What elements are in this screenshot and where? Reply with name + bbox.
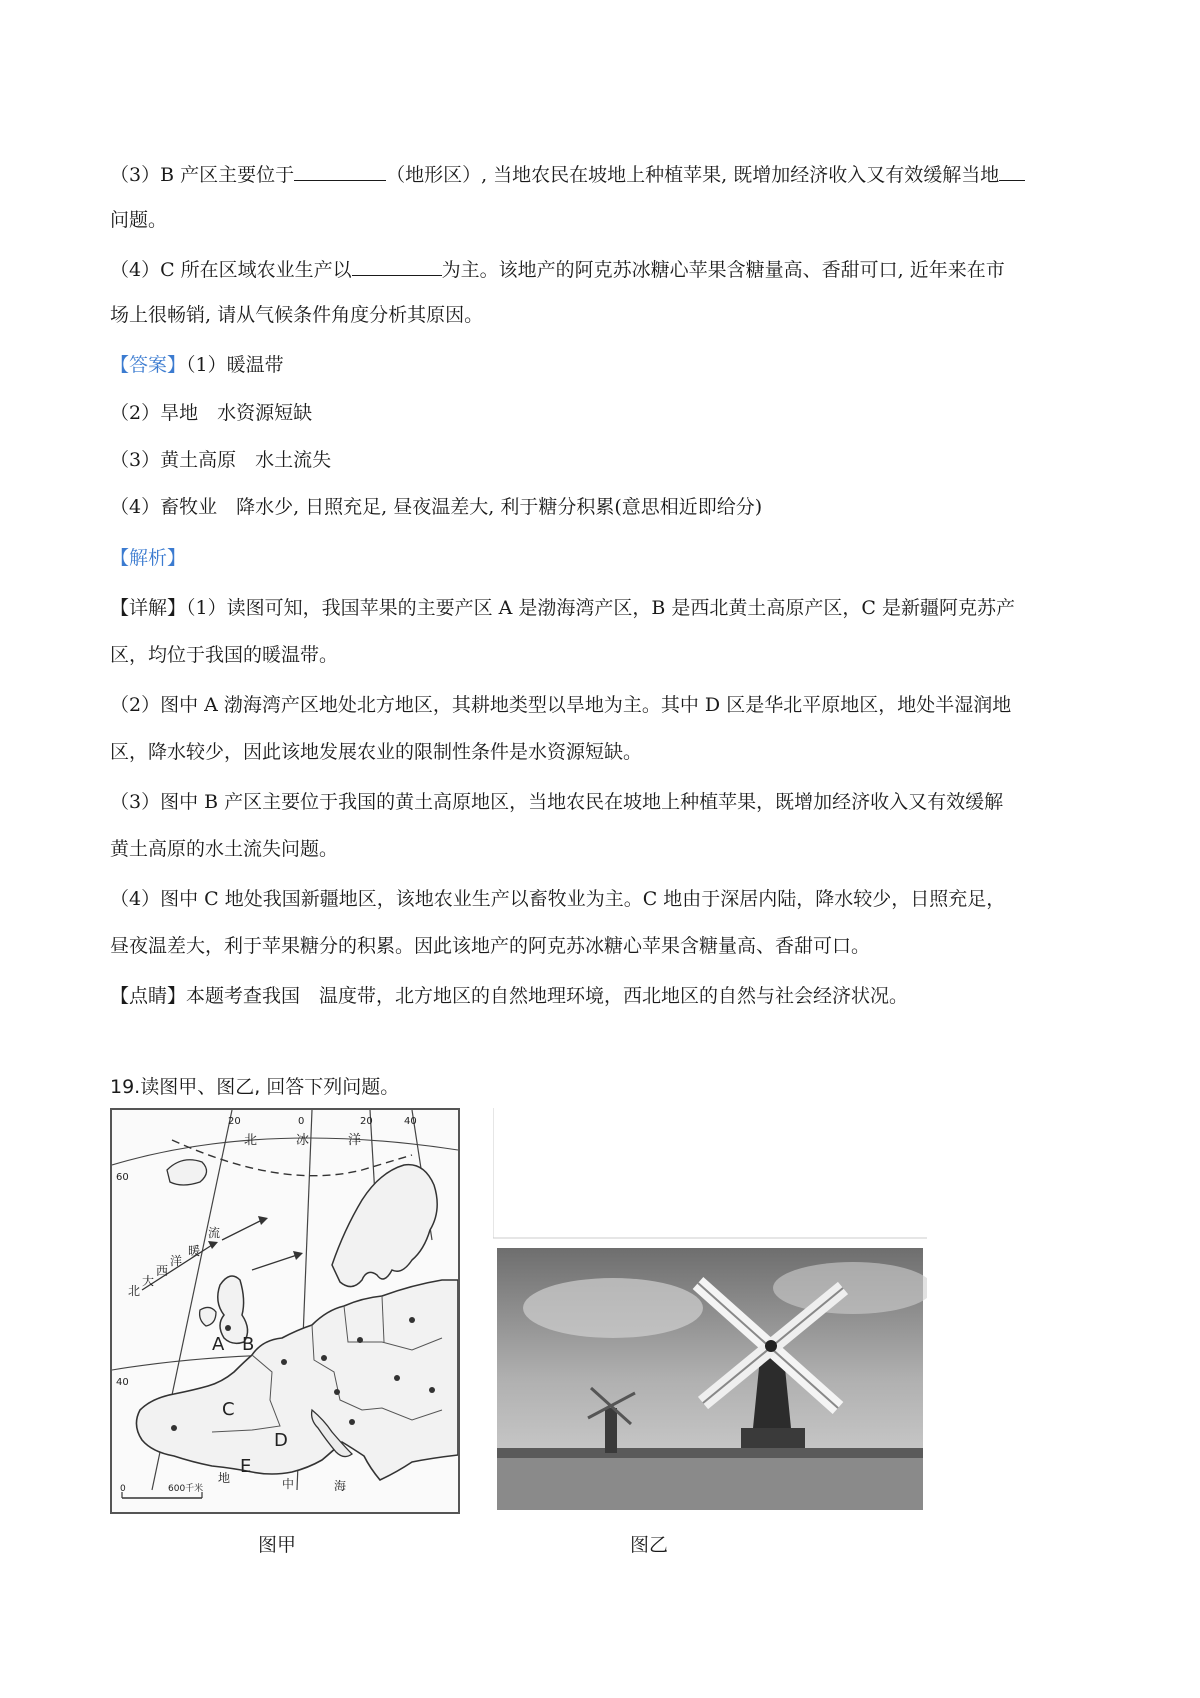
- q3-blank-problem: [999, 162, 1025, 181]
- question-4-line1: [110, 255, 1005, 282]
- point-label-e: E: [240, 1456, 252, 1477]
- q4-middle: 为主。该地产的阿克苏冰糖心苹果含糖量高、香甜可口, 近年来在市: [441, 259, 1005, 281]
- point-label-a: A: [212, 1334, 225, 1355]
- detail-4b: 昼夜温差大，利于苹果糖分的积累。因此该地产的阿克苏冰糖心苹果含糖量高、香甜可口。: [110, 935, 871, 957]
- lon-label-20e: 20: [360, 1116, 373, 1127]
- current-char-2: 大: [142, 1274, 155, 1288]
- tip: 【点睛】本题考查我国 温度带，北方地区的自然地理环境，西北地区的自然与社会经济状况。: [110, 985, 909, 1007]
- detail-1a: 【详解】（1）读图可知，我国苹果的主要产区 A 是渤海湾产区，B 是西北黄土高原产区，C 是新疆阿克苏产: [110, 597, 1015, 619]
- detail-2b: 区，降水较少，因此该地发展农业的限制性条件是水资源短缺。: [110, 741, 643, 763]
- scale-600km: 600千米: [168, 1484, 204, 1494]
- sea-char-3: 海: [334, 1479, 347, 1493]
- point-label-c: C: [222, 1399, 235, 1420]
- analysis-tag: 【解析】: [110, 547, 187, 569]
- answer-2: （2）旱地 水资源短缺: [110, 402, 313, 424]
- q3-blank-landform: [294, 162, 386, 181]
- q4-prefix: （4）C 所在区域农业生产以: [110, 259, 352, 281]
- point-label-b: B: [242, 1334, 255, 1355]
- detail-1b: 区，均位于我国的暖温带。: [110, 644, 339, 666]
- current-char-3: 西: [156, 1264, 169, 1278]
- lat-label-60: 60: [116, 1172, 129, 1183]
- answer-line1: [110, 350, 284, 377]
- scale-zero: 0: [120, 1484, 126, 1494]
- caption-figure-b: 图乙: [630, 1534, 669, 1556]
- lon-label-40e: 40: [404, 1116, 417, 1127]
- caption-figure-a: 图甲: [258, 1534, 297, 1556]
- lat-label-40: 40: [116, 1377, 129, 1388]
- ocean-char-2: 冰: [296, 1133, 310, 1148]
- current-char-1: 北: [128, 1284, 141, 1298]
- europe-map: [110, 1108, 460, 1514]
- answer-3: （3）黄土高原 水土流失: [110, 449, 332, 471]
- current-char-4: 洋: [170, 1254, 183, 1268]
- europe-map-svg: [112, 1110, 458, 1512]
- sea-char-2: 中: [282, 1477, 295, 1491]
- detail-2a: （2）图中 A 渤海湾产区地处北方地区，其耕地类型以旱地为主。其中 D 区是华北平原地区，地处半湿润地: [110, 694, 1012, 716]
- point-label-d: D: [274, 1430, 288, 1451]
- q4-blank: [352, 257, 442, 276]
- question-3-line1: [110, 160, 1025, 187]
- q3-suffix: 问题。: [110, 209, 168, 231]
- sea-char-1: 地: [218, 1471, 231, 1485]
- lon-label-0: 0: [298, 1116, 305, 1127]
- detail-3a: （3）图中 B 产区主要位于我国的黄土高原地区，当地农民在坡地上种植苹果，既增加经济收入又有效缓解: [110, 791, 1004, 813]
- q3-middle: （地形区）, 当地农民在坡地上种植苹果, 既增加经济收入又有效缓解当地: [386, 164, 1000, 186]
- answer-1: （1）暖温带: [186, 354, 284, 376]
- windmill-photo: [493, 1108, 927, 1514]
- windmill-photo-svg: [493, 1108, 927, 1514]
- answer-tag: 【答案】: [110, 354, 187, 376]
- q4-cont: 场上很畅销, 请从气候条件角度分析其原因。: [110, 304, 484, 326]
- q3-prefix: （3）B 产区主要位于: [110, 164, 295, 186]
- detail-3b: 黄土高原的水土流失问题。: [110, 838, 339, 860]
- current-char-5: 暖: [188, 1244, 201, 1258]
- ocean-char-3: 洋: [348, 1133, 362, 1148]
- question-19-title: 19.读图甲、图乙, 回答下列问题。: [110, 1076, 400, 1098]
- lon-label-20w: 20: [228, 1116, 241, 1127]
- ocean-char-1: 北: [244, 1133, 258, 1148]
- answer-4: （4）畜牧业 降水少, 日照充足, 昼夜温差大, 利于糖分积累(意思相近即给分): [110, 496, 763, 518]
- current-char-6: 流: [208, 1226, 221, 1240]
- detail-4a: （4）图中 C 地处我国新疆地区，该地农业生产以畜牧业为主。C 地由于深居内陆，降水较少，日照充足，: [110, 888, 1006, 910]
